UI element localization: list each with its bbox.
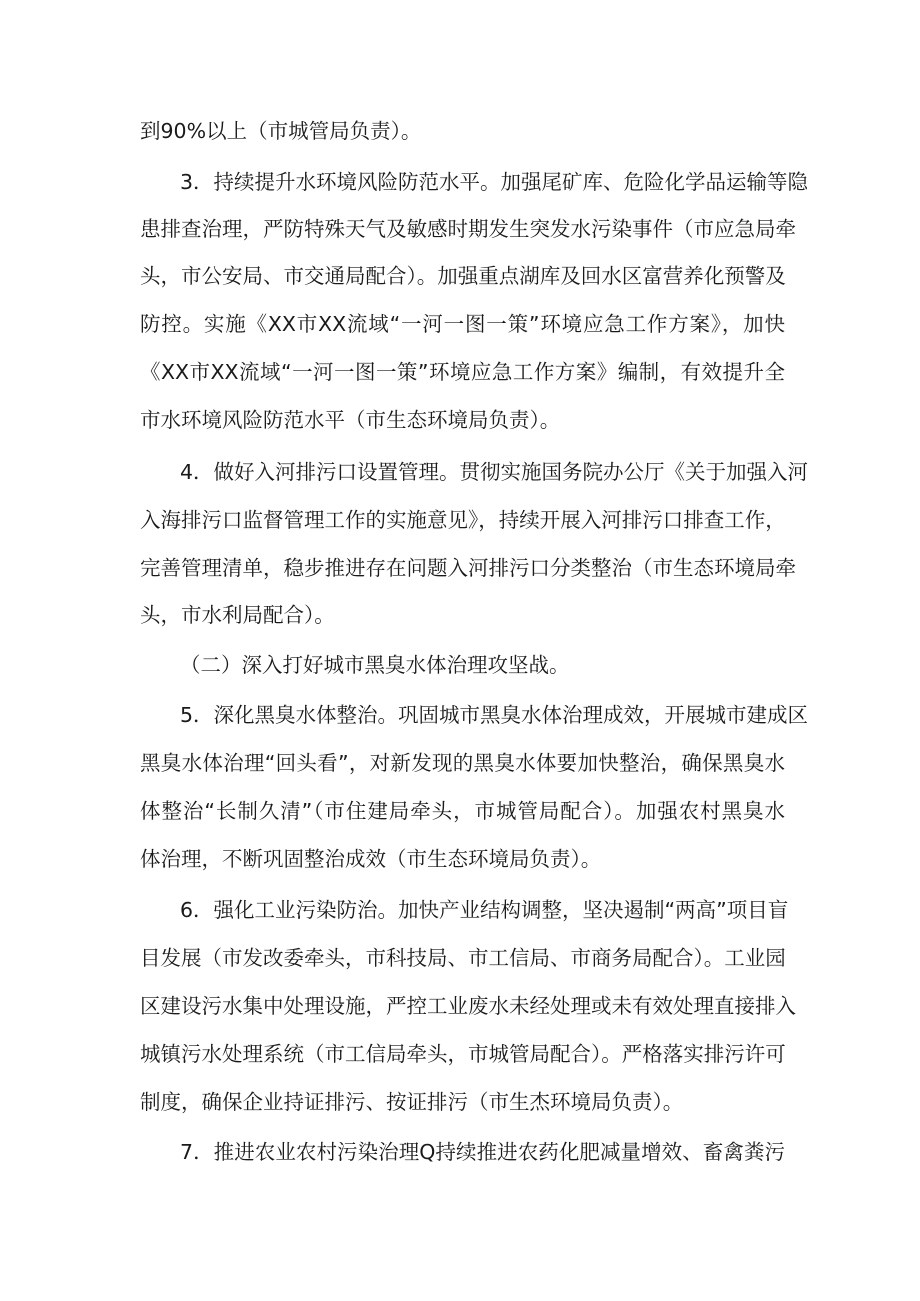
- text-line: 黑臭水体治理“回头看”，对新发现的黑臭水体要加快整治，确保黑臭水: [140, 751, 785, 775]
- text-line: 《XX市XX流域“一河一图一策”环境应急工作方案》编制，有效提升全: [140, 360, 785, 384]
- text-line: 4．做好入河排污口设置管理。贯彻实施国务院办公厅《关于加强入河: [180, 460, 809, 484]
- text-line: 6．强化工业污染防治。加快产业结构调整，坚决遏制“两高”项目盲: [180, 898, 789, 922]
- text-line: 3．持续提升水环境风险防范水平。加强尾矿库、危险化学品运输等隐: [180, 170, 809, 194]
- text-line: 患排查治理，严防特殊天气及敏感时期发生突发水污染事件（市应急局牵: [140, 217, 796, 241]
- text-line: 城镇污水处理系统（市工信局牵头，市城管局配合）。严格落实排污许可: [140, 1042, 786, 1066]
- text-line: 到90%以上（市城管局负责）。: [140, 119, 422, 143]
- text-line: 5．深化黑臭水体整治。巩固城市黑臭水体治理成效，开展城市建成区: [180, 703, 809, 727]
- text-line: 7．推进农业农村污染治理Q持续推进农药化肥减量增效、畜禽粪污: [180, 1140, 785, 1164]
- text-line: 体整治“长制久清”（市住建局牵头，市城管局配合）。加强农村黑臭水: [140, 799, 785, 823]
- text-line: 区建设污水集中处理设施，严控工业废水未经处理或未有效处理直接排入: [140, 994, 796, 1018]
- text-line: 体治理，不断巩固整治成效（市生态环境局负责）。: [140, 847, 602, 871]
- section-heading: （二）深入打好城市黑臭水体治理攻坚战。: [180, 653, 570, 677]
- text-line: 目发展（市发改委牵头，市科技局、市工信局、市商务局配合）。工业园: [140, 946, 786, 970]
- text-line: 入海排污口监督管理工作的实施意见》，持续开展入河排污口排查工作，: [140, 508, 786, 532]
- text-line: 市水环境风险防范水平（市生态环境局负责）。: [140, 408, 561, 432]
- text-line: 头，市公安局、市交通局配合）。加强重点湖库及回水区富营养化预警及: [140, 264, 786, 288]
- text-line: 完善管理清单，稳步推进存在问题入河排污口分类整治（市生态环境局牵: [140, 556, 796, 580]
- text-line: 防控。实施《XX市XX流域“一河一图一策”环境应急工作方案》，加快: [140, 312, 785, 336]
- text-line: 头，市水利局配合）。: [140, 603, 335, 627]
- text-line: 制度，确保企业持证排污、按证排污（市生杰环境局负责）。: [140, 1090, 684, 1114]
